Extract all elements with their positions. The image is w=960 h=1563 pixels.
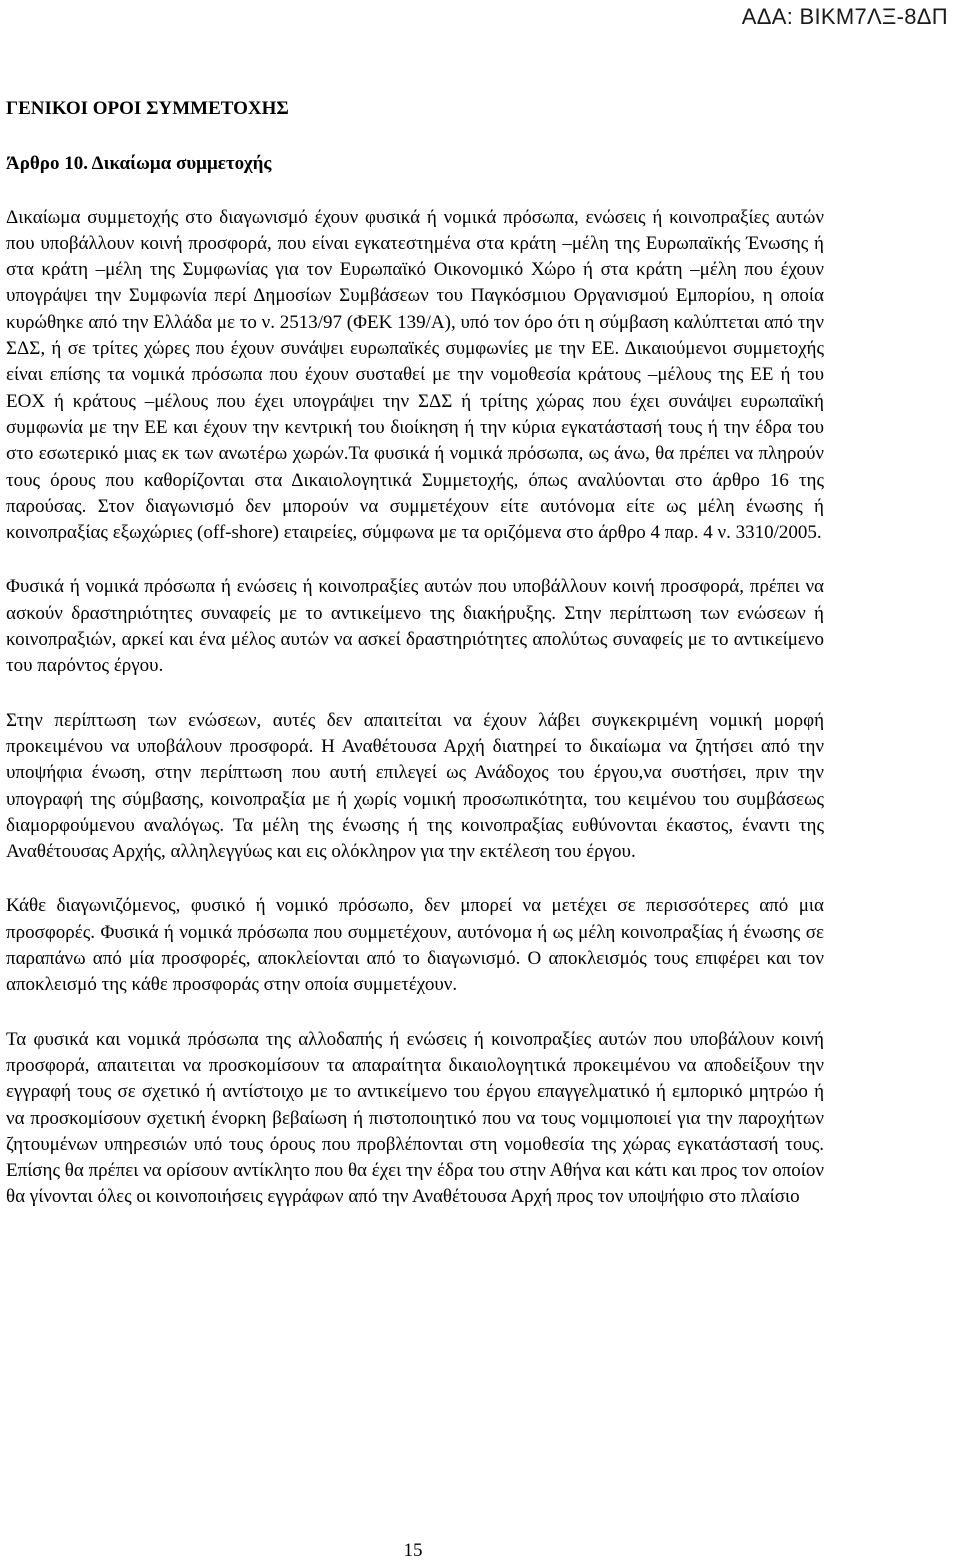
paragraph-foreign-entities: Τα φυσικά και νομικά πρόσωπα της αλλοδαπής ή ενώσεις ή κοινοπραξίες αυτών που υποβάλουν κοινή προσφορά, απαιτειται να προσκομίσουν τα απαραίτητα δικαιολογητικά προκειμένου να αποδείξουν την εγγραφή τους σε σχετικό ή αντίστοιχο με το αντικείμενο του έργου επαγγελματικό ή εμπορικό μητρώο ή να προσκομίσουν σχετική ένορκη βεβαίωση ή πιστοποιητικό που να τους νομιμοποιεί για την παροχήτων ζητουμένων υπηρεσιών υπό τους όρους που προβλέπονται στη νομοθεσία της χώρας εγκατάστασή τους. Επίσης θα πρέπει να ορίσουν αντίκλητο που θα έχει την έδρα του στην Αθήνα και κάτι και προς τον οποίον θα γίνονται όλες οι κοινοποιήσεις εγγράφων από την Αναθέτουσα Αρχή προς τον υποψήφιο στο πλαίσιο bbox=[6, 1028, 824, 1208]
article-title: Άρθρο 10. Δικαίωμα συμμετοχής bbox=[6, 153, 272, 175]
page-number: 15 bbox=[403, 1540, 423, 1561]
paragraph-participation-right: Δικαίωμα συμμετοχής στο διαγωνισμό έχουν φυσικά ή νομικά πρόσωπα, ενώσεις ή κοινοπραξίες αυτών που υποβάλλουν κοινή προσφορά, που είναι εγκατεστημένα στα κράτη –μέλη της Ευρωπαϊκής Ένωσης ή στα κράτη –μέλη της Συμφωνίας για τον Ευρωπαϊκό Οικονομικό Χώρο ή στα κράτη –μέλη που έχουν υπογράψει την Συμφωνία περί Δημοσίων Συμβάσεων του Παγκόσμιου Οργανισμού Εμπορίου, η οποία κυρώθηκε από την Ελλάδα με το ν. 2513/97 (ΦΕΚ 139/Α), υπό τον όρο ότι η σύμβαση καλύπτεται από την ΣΔΣ, ή σε τρίτες χώρες που έχουν συνάψει ευρωπαϊκές συμφωνίες με την ΕΕ. Δικαιούμενοι συμμετοχής είναι επίσης τα νομικά πρόσωπα που έχουν συσταθεί με την νομοθεσία κράτους –μέλους της ΕΕ ή του ΕΟΧ ή κράτους –μέλους που έχει υπογράψει την ΣΔΣ ή τρίτης χώρας που έχει συνάψει ευρωπαϊκή συμφωνία με την ΕΕ και έχουν την κεντρική του διοίκηση ή την κύρια εγκατάστασή τους ή την έδρα του στο εσωτερικό μιας εκ των ανωτέρω χωρών.Τα φυσικά ή νομικά πρόσωπα, ως άνω, θα πρέπει να πληρούν τους όρους που καθορίζονται στα Δικαιολογητικά Συμμετοχής, όπως αναλύονται στο άρθρο 16 της παρούσας. Στον διαγωνισμό δεν μπορούν να συμμετέχουν είτε αυτόνομα είτε ως μέλη ένωσης ή κοινοπραξίας εξωχώριες (off-shore) εταιρείες, σύμφωνα με τα οριζόμενα στο άρθρο 4 παρ. 4 ν. 3310/2005. bbox=[6, 206, 824, 544]
paragraph-related-activities: Φυσικά ή νομικά πρόσωπα ή ενώσεις ή κοινοπραξίες αυτών που υποβάλλουν κοινή προσφορά, πρέπει να ασκούν δραστηριότητες συναφείς με το αντικείμενο της διακήρυξης. Στην περίπτωση των ενώσεων ή κοινοπραξιών, αρκεί και ένα μέλος αυτών να ασκεί δραστηριότητες απολύτως συναφείς με το αντικείμενο του παρόντος έργου. bbox=[6, 576, 824, 677]
section-title: ΓΕΝΙΚΟΙ ΟΡΟΙ ΣΥΜΜΕΤΟΧΗΣ bbox=[6, 98, 289, 119]
document-body bbox=[6, 96, 824, 1211]
paragraph-unions-legal-form: Στην περίπτωση των ενώσεων, αυτές δεν απαιτείται να έχουν λάβει συγκεκριμένη νομική μορφή προκειμένου να υποβάλουν προσφορά. Η Αναθέτουσα Αρχή διατηρεί το δικαίωμα να ζητήσει από την υποψήφια ένωση, στην περίπτωση που αυτή επιλεγεί ως Ανάδοχος του έργου,να συστήσει, πριν την υπογραφή της σύμβασης, κοινοπραξία με ή χωρίς νομική προσωπικότητα, του κειμένου του συμβάσεως διαμορφούμενου αναλόγως. Τα μέλη της ένωσης ή της κοινοπραξίας ευθύνονται έκαστος, έναντι της Αναθέτουσας Αρχής, αλληλεγγύως και εις ολόκληρον για την εκτέλεση του έργου. bbox=[6, 709, 824, 863]
ada-identifier: ΑΔΑ: ΒΙΚΜ7ΛΞ-8ΔΠ bbox=[741, 4, 948, 29]
paragraph-single-bid: Κάθε διαγωνιζόμενος, φυσικό ή νομικό πρόσωπο, δεν μπορεί να μετέχει σε περισσότερες από μια προσφορές. Φυσικά ή νομικά πρόσωπα που συμμετέχουν, αυτόνομα ή ως μέλη κοινοπραξίας ή ένωσης σε παραπάνω από μία προσφορές, αποκλείονται από το διαγωνισμό. Ο αποκλεισμός τους επιφέρει και τον αποκλεισμό της κάθε προσφοράς στην οποία συμμετέχουν. bbox=[6, 895, 824, 996]
